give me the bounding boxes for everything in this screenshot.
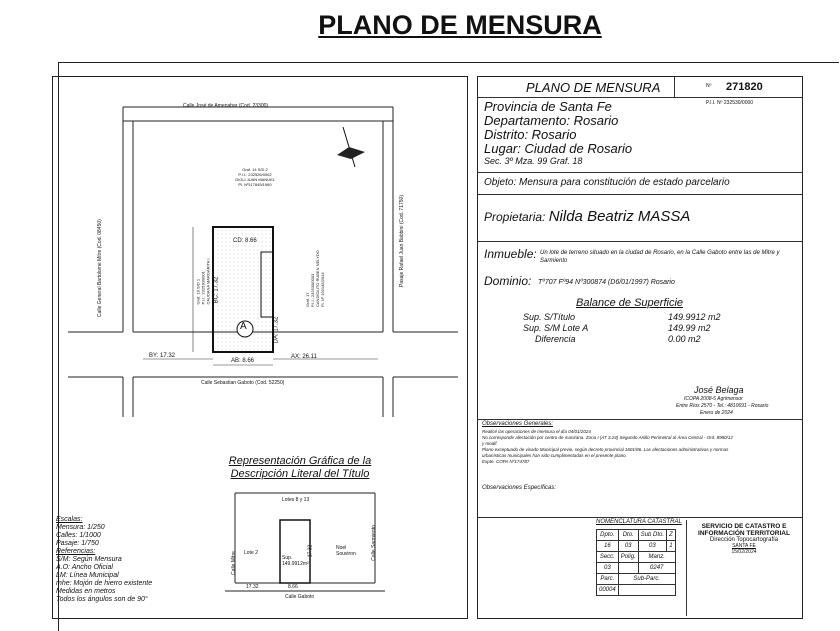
escala-line: Pasaje: 1/750 xyxy=(56,540,99,547)
owner-top: Graf. 14 S/D 2 P.I.I.: 232526/0002 GIGLI JUAN MANUEL Pl. Nº117845/1960 xyxy=(234,167,275,187)
tb-lugar: Lugar: Ciudad de Rosario xyxy=(484,141,633,156)
dim-cd: CD: 8.66 xyxy=(233,238,257,244)
tb-balance-values xyxy=(668,312,721,345)
serv-line-3: Dirección Topocartografía xyxy=(709,537,779,543)
serv-line-4: SANTA FE xyxy=(732,543,756,549)
title-block xyxy=(477,76,803,619)
tb-nro: 271820 xyxy=(726,81,763,93)
dim-bc: BC: 17.32 xyxy=(213,276,220,304)
street-left-label: Calle General Bartolome Mitre (Cod. 08450) xyxy=(97,219,103,317)
page-title: PLANO DE MENSURA xyxy=(318,10,602,40)
obs-line: Expte. COPA Nº174787 xyxy=(482,459,530,464)
tb-distrito: Distrito: Rosario xyxy=(484,127,577,142)
dim-by: BY: 17.32 xyxy=(149,353,176,359)
serv-line-2: INFORMACIÓN TERRITORIAL xyxy=(698,530,790,537)
rep-sup: Sup. 149.9912m² xyxy=(282,555,309,567)
tb-obs-esp: Observaciones Específicas: xyxy=(482,485,557,491)
ref-line: A.O: Ancho Oficial xyxy=(56,564,113,571)
tb-inmueble-label: Inmueble: xyxy=(484,247,537,261)
tb-pii: P.I.I. Nº 232530/0000 xyxy=(706,100,754,106)
balance-value: 149.9912 m2 xyxy=(668,312,721,322)
dim-da: DA: 17.32 xyxy=(273,316,280,344)
escalas-head: Escalas: xyxy=(56,516,83,523)
ref-line: mhe: Mojón de hierro existente xyxy=(56,580,153,587)
street-top-label: Calle José de Amenabar (Cod. 23300) xyxy=(183,103,269,109)
ref-line: Todos los ángulos son de 90° xyxy=(56,596,148,603)
rep-lote2: Lote 2 xyxy=(244,550,258,556)
tb-objeto: Objeto: Mensura para constitución de estado parcelario xyxy=(484,177,730,188)
ref-line: LM: Línea Municipal xyxy=(56,572,119,579)
balance-value: 149.99 m2 xyxy=(668,323,711,333)
tb-nomen-head: NOMENCLATURA CATASTRAL xyxy=(596,519,682,525)
tb-agrim-name: José Belaga xyxy=(694,385,744,395)
tb-provincia: Provincia de Santa Fe xyxy=(484,99,612,114)
balance-label: Diferencia xyxy=(535,334,576,344)
tb-balance-labels xyxy=(523,312,588,345)
escala-line: Calles: 1/1000 xyxy=(56,532,101,539)
lot-label: A xyxy=(240,321,247,332)
tb-inmueble: Un lote de terreno situado en la ciudad de Rosario, en la Calle Gaboto entre las de Mitre y Sarmiento xyxy=(540,250,780,264)
rep-dim-1732: 17.32 xyxy=(307,544,314,558)
rep-gaboto: Calle Gaboto xyxy=(285,594,315,600)
tb-servicio xyxy=(686,520,801,616)
rep-dim-866: 8.66 xyxy=(288,584,298,590)
balance-value: 0.00 m2 xyxy=(668,334,701,344)
tb-dominio-label: Dominio: xyxy=(484,274,532,288)
obs-line: y modif. xyxy=(482,441,498,446)
tb-dominio: Tº707 Fº94 Nº300874 (D6/01/1997) Rosario xyxy=(538,279,675,286)
dim-ax: AX: 26.11 xyxy=(291,354,317,360)
rep-title-2: Descripción Literal del Título xyxy=(230,468,370,480)
tb-sec: Sec. 3º Mza. 99 Graf. 18 xyxy=(484,156,583,166)
rep-lotes: Lotes 8 y 13 xyxy=(282,497,310,503)
obs-line: urbanísticas municipales han sido cumplimentadas en el presente plano. xyxy=(482,453,627,458)
obs-line: Plano exceptuado de visado Municipal previo, según decreto provincial 1601/86. Las afectaciones administrativas y normas xyxy=(482,447,729,452)
escala-line: Mensura: 1/250 xyxy=(56,524,105,531)
tb-agrim-address: Entre Ríos 2570 - Tel.: 4810691 - Rosario xyxy=(676,403,769,409)
rep-mitre: Calle Mitre xyxy=(230,551,237,575)
rep-title xyxy=(200,455,400,481)
tb-propietaria: Propietaria: Nilda Beatriz MASSA xyxy=(484,208,691,225)
tb-agrim-date: Enero de 2024 xyxy=(700,410,733,416)
tb-balance-title: Balance de Superficie xyxy=(576,297,684,309)
street-bottom-label: Calle Sebastian Gaboto (Cod. 52250) xyxy=(201,380,285,386)
rep-dim-17: 17.32 xyxy=(246,584,259,590)
ref-line: Medidas en metros xyxy=(56,588,116,595)
owner-left: Graf. 19 S/D 1 P.I.I.: 232530/0001 CAUDANA MARGARITA I. xyxy=(195,257,211,305)
tb-obs-head: Observaciones Generales: xyxy=(482,421,554,427)
serv-date: 15/02/2024 xyxy=(731,549,757,555)
obs-line: No corresponde afectación por centro de manzana. Zona I (AT 3.24) Segundo Anillo Perimetral al Área Central - Ord. 8980/12 xyxy=(482,435,733,440)
rep-noel: Noel Souviron xyxy=(336,545,356,557)
owner-right: Graf. 17 P.I.I.: 232530/0003 CANDIOLITO RUBEN NELYDO Pl. Nº 192145/2014 xyxy=(305,250,325,307)
nomen-table-1: Dpto. Dto. Sub Dto. Z 16 03 03 1 Secc. Polig. Manz. 03 0247 Parc. Sub-Parc. 00004 xyxy=(596,529,676,596)
tb-agrim-title: ICOPA 2008-5 Agrimensor xyxy=(684,396,743,402)
ref-head: Referencias: xyxy=(56,548,96,555)
tb-nro-label: Nº xyxy=(706,83,712,89)
obs-line: Realicé las operaciones de mensura el día 04/01/2024 xyxy=(482,429,591,434)
tb-heading: PLANO DE MENSURA xyxy=(526,80,661,95)
serv-line-1: SERVICIO DE CATASTRO E xyxy=(701,523,787,530)
escalas-block xyxy=(56,516,152,604)
balance-label: Sup. S/Título xyxy=(523,312,576,322)
ref-line: S/M: Según Mensura xyxy=(56,556,122,563)
tb-obs xyxy=(482,429,798,465)
balance-label: Sup. S/M Lote A xyxy=(523,323,589,333)
rep-title-1: Representación Gráfica de la xyxy=(228,455,372,467)
rep-sarmiento: Calle Sarmiento xyxy=(370,525,377,561)
tb-departamento: Departamento: Rosario xyxy=(484,113,619,128)
street-right-label: Pasaje Rafael Juan Babbini (Cod. 71750) xyxy=(399,194,405,287)
dim-ab: AB: 8.66 xyxy=(231,358,255,364)
